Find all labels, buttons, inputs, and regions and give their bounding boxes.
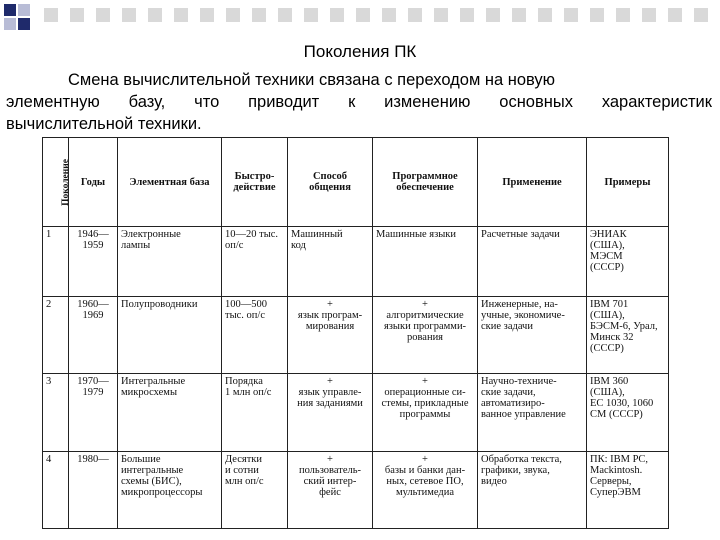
cell-communication: + язык програм- мирования — [288, 297, 373, 374]
cell-generation: 1 — [43, 227, 69, 297]
generations-table — [42, 137, 669, 529]
cell-speed: Порядка 1 млн оп/с — [222, 373, 288, 452]
cell-base: Большие интегральные схемы (БИС), микропроцессоры — [118, 452, 222, 529]
cell-software: + алгоритмические языки программи- рования — [373, 297, 478, 374]
header-application: Применение — [478, 138, 587, 227]
cell-speed: 100—500 тыс. оп/с — [222, 297, 288, 374]
header-speed: Быстро-действие — [222, 138, 288, 227]
deco-square-3 — [4, 18, 16, 30]
cell-examples: IBM 360 (США), ЕС 1030, 1060 СМ (СССР) — [587, 373, 669, 452]
cell-application: Инженерные, на- учные, экономиче- ские задачи — [478, 297, 587, 374]
cell-base: Электронные лампы — [118, 227, 222, 297]
deco-square-2 — [18, 4, 30, 16]
table-row — [43, 373, 669, 452]
cell-years: 1970— 1979 — [69, 373, 118, 452]
cell-speed: Десятки и сотни млн оп/с — [222, 452, 288, 529]
intro-paragraph — [6, 69, 712, 135]
cell-application: Научно-техниче- ские задачи, автоматизиро- ванное управление — [478, 373, 587, 452]
header-generation: Поколение — [43, 138, 69, 227]
cell-years: 1980— — [69, 452, 118, 529]
cell-generation: 4 — [43, 452, 69, 529]
intro-line-3: вычислительной техники. — [6, 115, 202, 133]
intro-line-2: элементную базу, что приводит к изменению основных характеристик — [6, 93, 712, 111]
cell-examples: ЭНИАК (США), МЭСМ (СССР) — [587, 227, 669, 297]
cell-generation: 3 — [43, 373, 69, 452]
cell-application: Обработка текста, графики, звука, видео — [478, 452, 587, 529]
slide-title: Поколения ПК — [303, 42, 417, 61]
header-software: Программное обеспечение — [373, 138, 478, 227]
header-base: Элементная база — [118, 138, 222, 227]
header-examples: Примеры — [587, 138, 669, 227]
cell-communication: Машинный код — [288, 227, 373, 297]
cell-examples: ПК: IBM PC, Mackintosh. Серверы, СуперЭВМ — [587, 452, 669, 529]
cell-software: Машинные языки — [373, 227, 478, 297]
cell-software: + операционные си- стемы, прикладные программы — [373, 373, 478, 452]
header-band — [0, 0, 720, 34]
cell-application: Расчетные задачи — [478, 227, 587, 297]
table-header-row — [43, 138, 669, 227]
cell-examples: IBM 701 (США), БЭСМ-6, Урал, Минск 32 (СССР) — [587, 297, 669, 374]
cell-speed: 10—20 тыс. оп/с — [222, 227, 288, 297]
deco-square-1 — [4, 4, 16, 16]
header-communication: Способ общения — [288, 138, 373, 227]
cell-communication: + пользователь- ский интер- фейс — [288, 452, 373, 529]
cell-base: Интегральные микросхемы — [118, 373, 222, 452]
table-row — [43, 452, 669, 529]
table-row — [43, 297, 669, 374]
cell-years: 1946— 1959 — [69, 227, 118, 297]
intro-line-1: Смена вычислительной техники связана с переходом на новую — [68, 71, 556, 89]
cell-software: + базы и банки дан- ных, сетевое ПО, мультимедиа — [373, 452, 478, 529]
header-years: Годы — [69, 138, 118, 227]
cell-years: 1960— 1969 — [69, 297, 118, 374]
cell-generation: 2 — [43, 297, 69, 374]
cell-base: Полупроводники — [118, 297, 222, 374]
deco-square-4 — [18, 18, 30, 30]
table-row — [43, 227, 669, 297]
cell-communication: + язык управле- ния заданиями — [288, 373, 373, 452]
